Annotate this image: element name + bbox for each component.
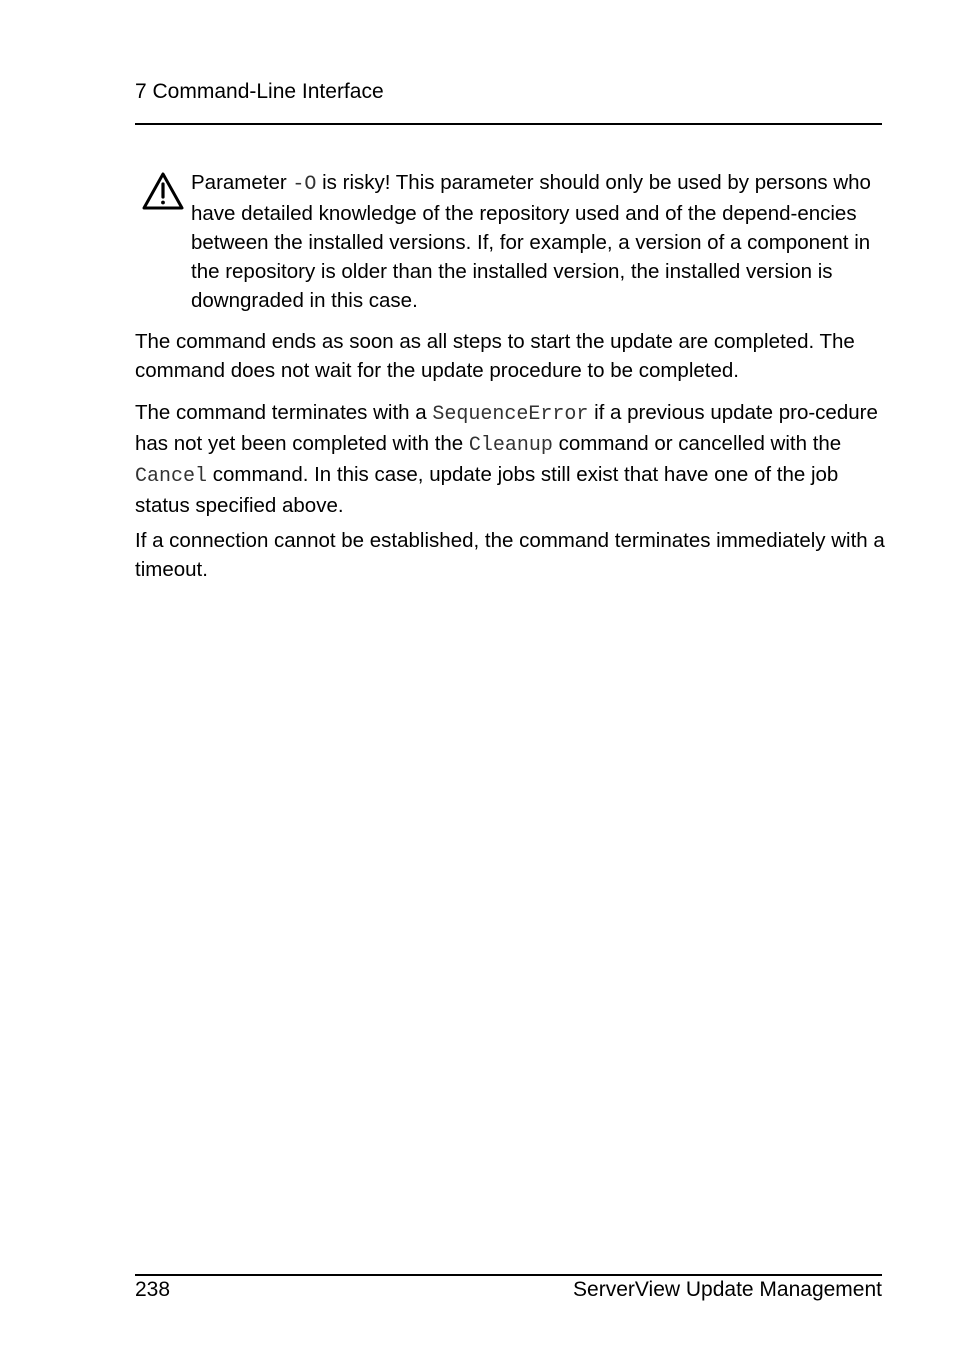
- warning-text: [191, 168, 882, 315]
- p2-part4: command. In this case, update jobs still exist that have one of the job status specified above.: [135, 463, 839, 517]
- document-title: ServerView Update Management: [573, 1278, 882, 1301]
- warning-note: [135, 168, 882, 315]
- footer-rule: [135, 1274, 882, 1276]
- paragraph-command-ends: The command ends as soon as all steps to start the update are completed. The command does not wait for the update procedure to be completed.: [135, 330, 855, 382]
- param-code: -O: [292, 173, 317, 196]
- code-cleanup: Cleanup: [468, 434, 553, 457]
- warning-body: is risky! This parameter should only be used by persons who have detailed knowledge of the repository used and of the depend-encies between the installed versions. If, for example, a version of a component in the repository is older than the installed version, the installed version is downgraded in this case.: [191, 171, 871, 312]
- p2-part1: The command terminates with a: [135, 401, 433, 424]
- warning-triangle-icon: [142, 172, 184, 210]
- p2-part3: command or cancelled with the: [552, 432, 842, 455]
- page-number: 238: [135, 1278, 171, 1301]
- paragraph-connection-timeout: If a connection cannot be established, the command terminates immediately with a timeout.: [135, 529, 885, 581]
- warning-prefix: Parameter: [191, 171, 293, 194]
- paragraph-sequence-error: [135, 398, 887, 520]
- code-sequence-error: SequenceError: [432, 403, 589, 426]
- running-header: 7 Command-Line Interface: [135, 80, 384, 103]
- p2-part2: if a previous update pro-cedure has not yet been completed with the: [135, 401, 878, 455]
- header-rule: [135, 123, 882, 125]
- code-cancel: Cancel: [135, 465, 208, 488]
